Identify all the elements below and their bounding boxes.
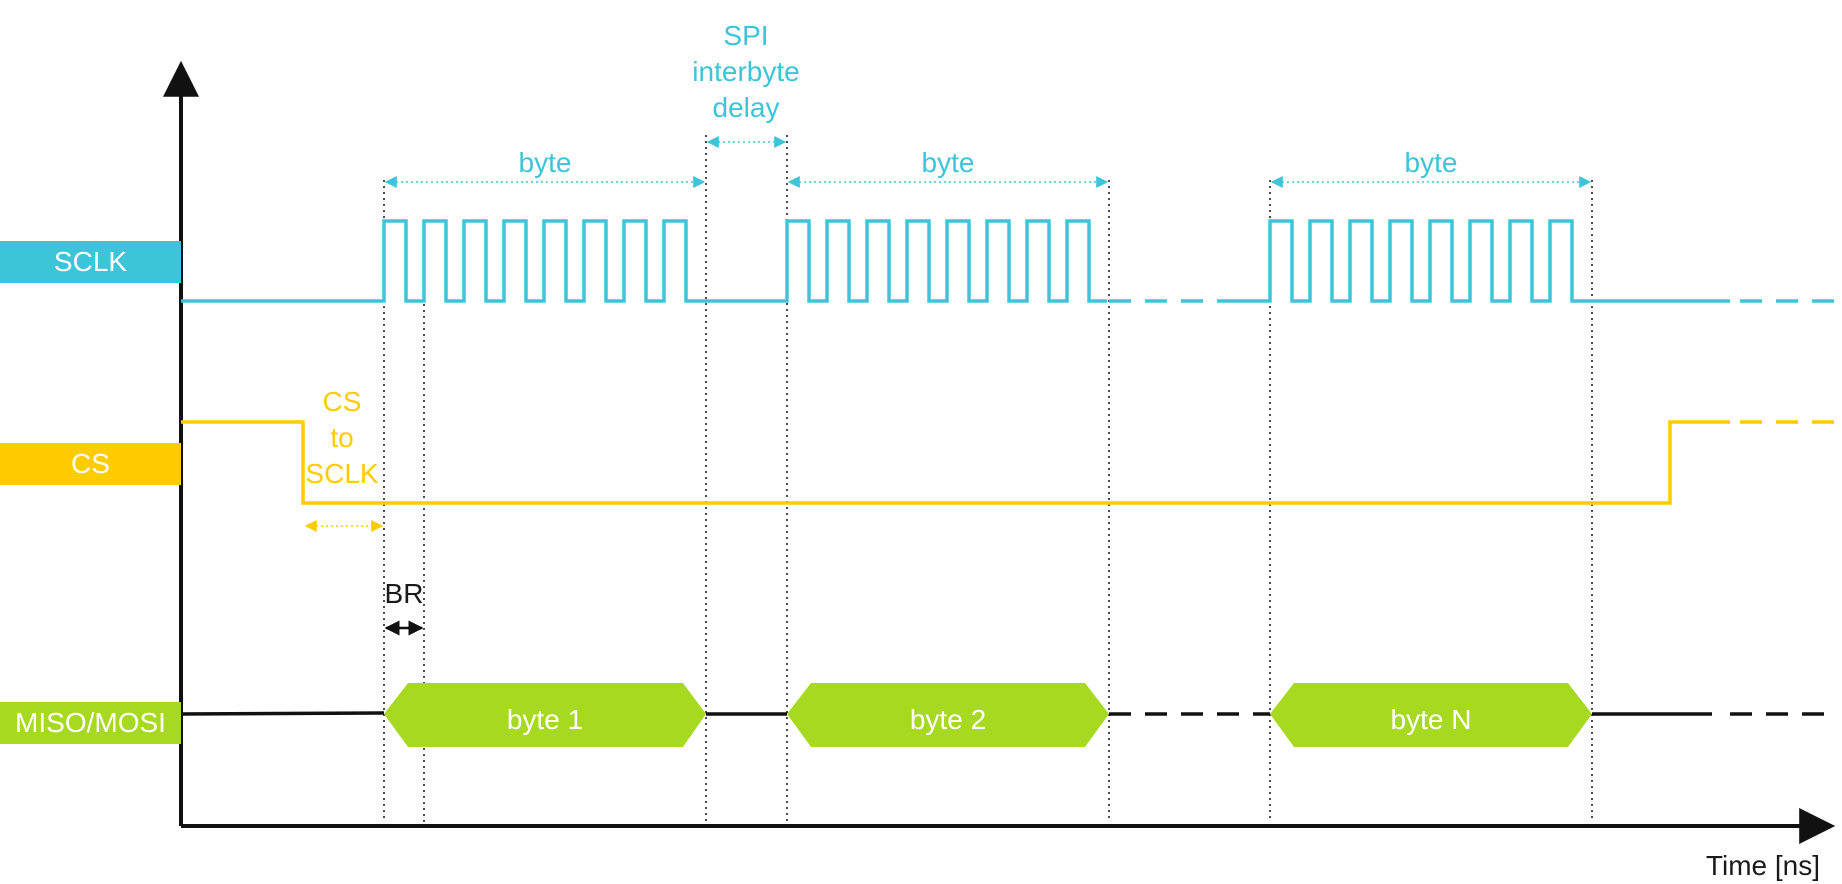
cs-waveform [181, 422, 1835, 503]
x-axis-label: Time [ns] [1705, 850, 1820, 881]
cs-to-sclk-label [298, 384, 386, 492]
interbyte-delay-line-3: delay [712, 92, 780, 123]
cs-to-sclk-line-2: to [330, 422, 354, 453]
byte-1-label: byte 1 [506, 704, 584, 735]
cs-to-sclk-line-3: SCLK [305, 458, 379, 489]
interbyte-delay-label [676, 18, 816, 126]
cs-label: CS [0, 443, 181, 485]
byte-n-label: byte N [1390, 704, 1472, 735]
byte-2-label: byte 2 [909, 704, 987, 735]
byte-span-label-3: byte [1404, 147, 1458, 178]
dimension-arrows [306, 142, 1590, 628]
sclk-waveform [181, 221, 1835, 301]
interbyte-delay-line-1: SPI [723, 20, 769, 51]
miso-mosi-label: MISO/MOSI [0, 702, 181, 744]
byte-span-label-1: byte [518, 147, 572, 178]
interbyte-delay-line-2: interbyte [692, 56, 800, 87]
byte-span-label-2: byte [921, 147, 975, 178]
sclk-label: SCLK [0, 241, 181, 283]
cs-to-sclk-line-1: CS [322, 386, 362, 417]
cs-trace [181, 422, 1730, 503]
sclk-trace [181, 221, 1730, 301]
br-label: BR [384, 578, 424, 609]
